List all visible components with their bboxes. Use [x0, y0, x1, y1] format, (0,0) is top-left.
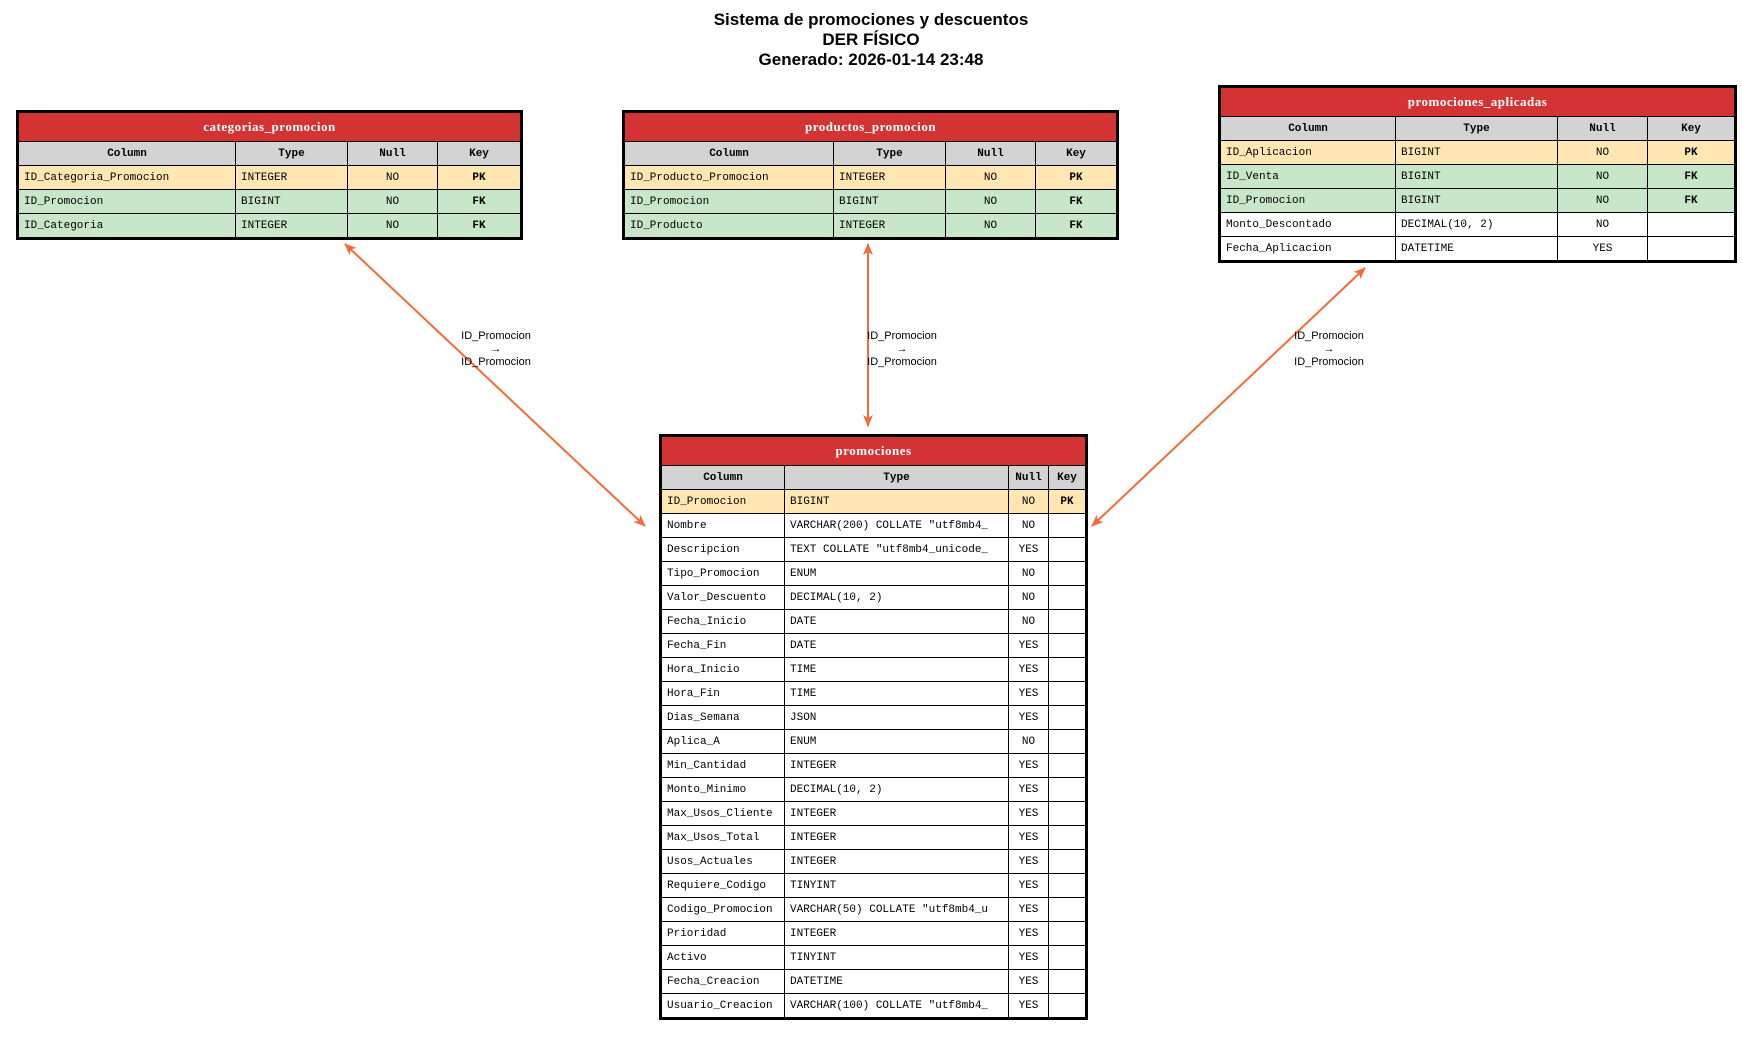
cell-type: ENUM — [785, 562, 1009, 586]
table-row[interactable] — [661, 778, 1087, 802]
cell-key — [1049, 778, 1087, 802]
cell-type: INTEGER — [785, 850, 1009, 874]
table-row[interactable] — [661, 490, 1087, 514]
table-row[interactable] — [661, 802, 1087, 826]
cell-type: BIGINT — [1396, 189, 1558, 213]
cell-key — [1049, 682, 1087, 706]
cell-null: NO — [1009, 586, 1049, 610]
cell-column: Aplica_A — [661, 730, 785, 754]
cell-null: NO — [348, 214, 438, 239]
column-header-null: Null — [946, 142, 1036, 166]
column-header-column: Column — [18, 142, 236, 166]
cell-key — [1648, 213, 1736, 237]
cell-null: NO — [1009, 730, 1049, 754]
cell-column: Activo — [661, 946, 785, 970]
table-row[interactable] — [661, 610, 1087, 634]
cell-null: YES — [1558, 237, 1648, 262]
table-row[interactable] — [661, 562, 1087, 586]
table-row[interactable] — [1220, 141, 1736, 165]
cell-column: Codigo_Promocion — [661, 898, 785, 922]
cell-null: NO — [1558, 165, 1648, 189]
cell-type: DECIMAL(10, 2) — [785, 778, 1009, 802]
column-header-type: Type — [1396, 117, 1558, 141]
cell-key — [1049, 802, 1087, 826]
entity-promociones[interactable] — [659, 434, 1088, 1020]
cell-key — [1049, 754, 1087, 778]
cell-null: YES — [1009, 634, 1049, 658]
table-row[interactable] — [661, 634, 1087, 658]
cell-type: INTEGER — [834, 166, 946, 190]
cell-key: PK — [1036, 166, 1118, 190]
table-row[interactable] — [661, 514, 1087, 538]
table-row[interactable] — [661, 946, 1087, 970]
cell-key — [1049, 850, 1087, 874]
cell-type: DECIMAL(10, 2) — [1396, 213, 1558, 237]
cell-key — [1049, 634, 1087, 658]
column-header-null: Null — [1009, 466, 1049, 490]
cell-null: NO — [1009, 514, 1049, 538]
title-line-generated: Generado: 2026-01-14 23:48 — [758, 50, 984, 69]
cell-column: Max_Usos_Cliente — [661, 802, 785, 826]
table-row[interactable] — [661, 994, 1087, 1019]
column-header-type: Type — [834, 142, 946, 166]
cell-column: ID_Promocion — [18, 190, 236, 214]
table-row[interactable] — [661, 874, 1087, 898]
table-row[interactable] — [661, 898, 1087, 922]
cell-column: Hora_Fin — [661, 682, 785, 706]
cell-column: Nombre — [661, 514, 785, 538]
cell-type: BIGINT — [785, 490, 1009, 514]
cell-type: INTEGER — [834, 214, 946, 239]
column-header-null: Null — [1558, 117, 1648, 141]
cell-null: YES — [1009, 874, 1049, 898]
cell-type: VARCHAR(200) COLLATE "utf8mb4_ — [785, 514, 1009, 538]
table-row[interactable] — [18, 214, 522, 239]
cell-column: Usos_Actuales — [661, 850, 785, 874]
cell-column: Descripcion — [661, 538, 785, 562]
cell-null: YES — [1009, 706, 1049, 730]
cell-key — [1049, 514, 1087, 538]
relation-edge-aplicadas-promociones — [1092, 268, 1365, 526]
cell-key — [1049, 538, 1087, 562]
cell-column: ID_Promocion — [661, 490, 785, 514]
cell-type: TEXT COLLATE "utf8mb4_unicode_ — [785, 538, 1009, 562]
cell-column: Tipo_Promocion — [661, 562, 785, 586]
cell-type: DATETIME — [785, 970, 1009, 994]
cell-column: ID_Venta — [1220, 165, 1396, 189]
entity-name: categorias_promocion — [18, 112, 522, 142]
column-header-column: Column — [1220, 117, 1396, 141]
cell-type: DATE — [785, 610, 1009, 634]
relation-label-aplicadas: ID_Promocion → ID_Promocion — [1294, 330, 1364, 368]
cell-null: YES — [1009, 946, 1049, 970]
cell-column: Valor_Descuento — [661, 586, 785, 610]
cell-key — [1049, 586, 1087, 610]
cell-type: TINYINT — [785, 946, 1009, 970]
table-row[interactable] — [661, 538, 1087, 562]
relation-label-categorias: ID_Promocion → ID_Promocion — [461, 330, 531, 368]
table-row[interactable] — [661, 706, 1087, 730]
cell-column: Prioridad — [661, 922, 785, 946]
cell-type: INTEGER — [785, 922, 1009, 946]
cell-null: YES — [1009, 826, 1049, 850]
table-row[interactable] — [624, 166, 1118, 190]
column-header-type: Type — [785, 466, 1009, 490]
cell-null: NO — [1558, 213, 1648, 237]
cell-key — [1049, 898, 1087, 922]
cell-key — [1049, 922, 1087, 946]
cell-key: PK — [438, 166, 522, 190]
entity-name: productos_promocion — [624, 112, 1118, 142]
cell-null: YES — [1009, 658, 1049, 682]
cell-null: YES — [1009, 682, 1049, 706]
cell-key — [1049, 658, 1087, 682]
cell-key — [1648, 237, 1736, 262]
table-row[interactable] — [18, 166, 522, 190]
cell-type: VARCHAR(100) COLLATE "utf8mb4_ — [785, 994, 1009, 1019]
cell-null: YES — [1009, 850, 1049, 874]
cell-type: BIGINT — [236, 190, 348, 214]
cell-null: YES — [1009, 538, 1049, 562]
cell-column: ID_Categoria_Promocion — [18, 166, 236, 190]
cell-column: Fecha_Inicio — [661, 610, 785, 634]
cell-column: ID_Categoria — [18, 214, 236, 239]
cell-null: NO — [1009, 610, 1049, 634]
table-row[interactable] — [661, 586, 1087, 610]
cell-key — [1049, 562, 1087, 586]
cell-column: Dias_Semana — [661, 706, 785, 730]
cell-key: FK — [1036, 214, 1118, 239]
table-row[interactable] — [624, 214, 1118, 239]
cell-null: YES — [1009, 922, 1049, 946]
cell-key: PK — [1049, 490, 1087, 514]
cell-type: VARCHAR(50) COLLATE "utf8mb4_u — [785, 898, 1009, 922]
table-row[interactable] — [18, 190, 522, 214]
cell-null: NO — [946, 214, 1036, 239]
cell-key — [1049, 994, 1087, 1019]
cell-null: NO — [946, 190, 1036, 214]
cell-key: FK — [1036, 190, 1118, 214]
cell-type: JSON — [785, 706, 1009, 730]
column-header-null: Null — [348, 142, 438, 166]
cell-type: INTEGER — [785, 754, 1009, 778]
table-row[interactable] — [661, 754, 1087, 778]
cell-key — [1049, 730, 1087, 754]
cell-key: PK — [1648, 141, 1736, 165]
table-row[interactable] — [661, 682, 1087, 706]
cell-column: ID_Producto — [624, 214, 834, 239]
cell-key: FK — [438, 214, 522, 239]
cell-key — [1049, 946, 1087, 970]
cell-null: NO — [1558, 141, 1648, 165]
cell-column: Fecha_Fin — [661, 634, 785, 658]
table-row[interactable] — [1220, 189, 1736, 213]
table-row[interactable] — [661, 970, 1087, 994]
cell-type: BIGINT — [1396, 165, 1558, 189]
table-row[interactable] — [661, 730, 1087, 754]
column-header-column: Column — [661, 466, 785, 490]
cell-type: TIME — [785, 682, 1009, 706]
cell-null: YES — [1009, 970, 1049, 994]
column-header-key: Key — [1648, 117, 1736, 141]
cell-column: Monto_Descontado — [1220, 213, 1396, 237]
cell-type: TINYINT — [785, 874, 1009, 898]
cell-type: INTEGER — [785, 802, 1009, 826]
cell-null: NO — [1009, 562, 1049, 586]
cell-column: ID_Producto_Promocion — [624, 166, 834, 190]
table-row[interactable] — [661, 658, 1087, 682]
cell-column: Usuario_Creacion — [661, 994, 785, 1019]
cell-null: YES — [1009, 994, 1049, 1019]
cell-type: INTEGER — [236, 166, 348, 190]
relation-label-productos: ID_Promocion → ID_Promocion — [867, 330, 937, 368]
column-header-key: Key — [1049, 466, 1087, 490]
cell-null: NO — [348, 190, 438, 214]
cell-key — [1049, 874, 1087, 898]
cell-column: Fecha_Creacion — [661, 970, 785, 994]
cell-type: BIGINT — [1396, 141, 1558, 165]
entity-promociones-aplicadas[interactable] — [1218, 85, 1737, 263]
cell-key — [1049, 970, 1087, 994]
cell-null: YES — [1009, 802, 1049, 826]
table-row[interactable] — [661, 826, 1087, 850]
cell-column: Hora_Inicio — [661, 658, 785, 682]
cell-type: TIME — [785, 658, 1009, 682]
cell-column: Fecha_Aplicacion — [1220, 237, 1396, 262]
entity-name: promociones — [661, 436, 1087, 466]
title-line-system: Sistema de promociones y descuentos — [713, 10, 1029, 29]
cell-key — [1049, 610, 1087, 634]
cell-column: ID_Aplicacion — [1220, 141, 1396, 165]
entity-productos-promocion[interactable] — [622, 110, 1119, 240]
cell-column: Max_Usos_Total — [661, 826, 785, 850]
cell-type: DECIMAL(10, 2) — [785, 586, 1009, 610]
table-row[interactable] — [1220, 213, 1736, 237]
cell-type: INTEGER — [785, 826, 1009, 850]
cell-column: ID_Promocion — [1220, 189, 1396, 213]
table-row[interactable] — [661, 850, 1087, 874]
column-header-column: Column — [624, 142, 834, 166]
cell-column: Min_Cantidad — [661, 754, 785, 778]
cell-null: YES — [1009, 754, 1049, 778]
table-row[interactable] — [661, 922, 1087, 946]
cell-null: YES — [1009, 898, 1049, 922]
table-row[interactable] — [1220, 237, 1736, 262]
cell-key: FK — [438, 190, 522, 214]
cell-null: NO — [1009, 490, 1049, 514]
cell-column: Monto_Minimo — [661, 778, 785, 802]
entity-categorias-promocion[interactable] — [16, 110, 523, 240]
cell-key: FK — [1648, 189, 1736, 213]
cell-type: DATE — [785, 634, 1009, 658]
cell-type: ENUM — [785, 730, 1009, 754]
column-header-key: Key — [438, 142, 522, 166]
cell-key — [1049, 706, 1087, 730]
cell-null: NO — [348, 166, 438, 190]
column-header-type: Type — [236, 142, 348, 166]
entity-name: promociones_aplicadas — [1220, 87, 1736, 117]
cell-key — [1049, 826, 1087, 850]
cell-null: YES — [1009, 778, 1049, 802]
table-row[interactable] — [1220, 165, 1736, 189]
cell-type: INTEGER — [236, 214, 348, 239]
cell-column: ID_Promocion — [624, 190, 834, 214]
title-line-der: DER FÍSICO — [822, 30, 920, 49]
column-header-key: Key — [1036, 142, 1118, 166]
table-row[interactable] — [624, 190, 1118, 214]
cell-type: BIGINT — [834, 190, 946, 214]
cell-column: Requiere_Codigo — [661, 874, 785, 898]
cell-type: DATETIME — [1396, 237, 1558, 262]
cell-key: FK — [1648, 165, 1736, 189]
cell-null: NO — [946, 166, 1036, 190]
cell-null: NO — [1558, 189, 1648, 213]
relation-edge-categorias-promociones — [345, 244, 645, 526]
